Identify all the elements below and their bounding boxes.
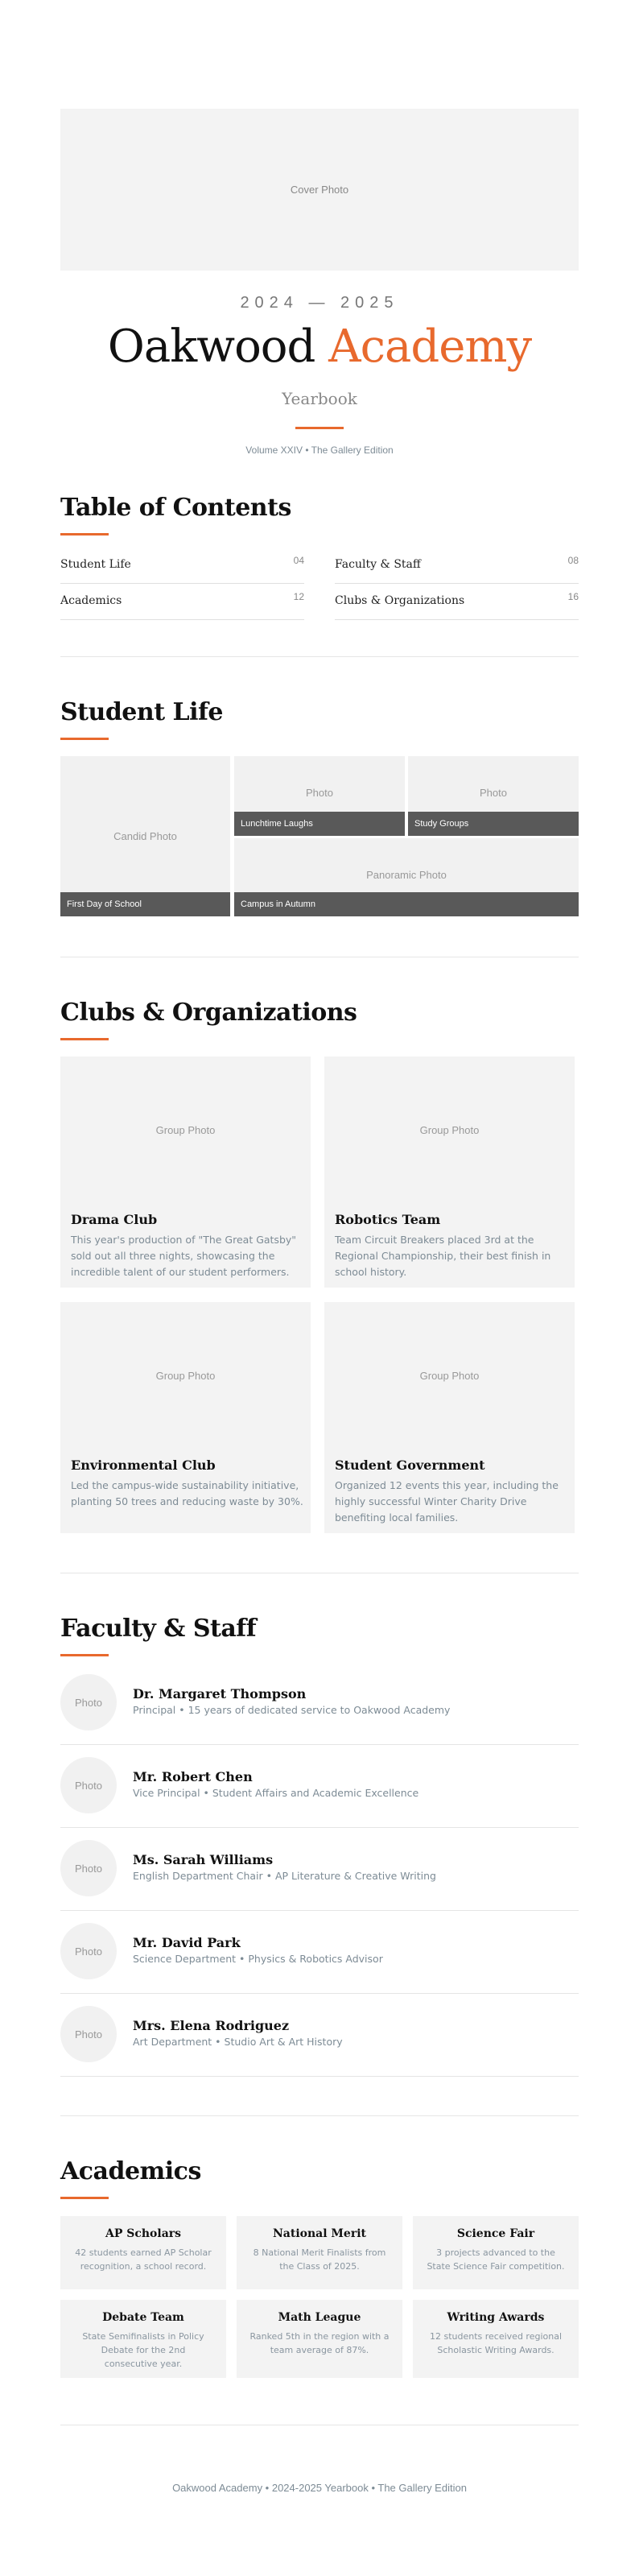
award-name: Math League [278, 2311, 361, 2324]
club-description: Organized 12 events this year, including the highly successful Winter Charity Drive benefiting local families. [335, 1479, 559, 1524]
club-photo: Group Photo [419, 1124, 480, 1136]
staff-name: Dr. Margaret Thompson [133, 1686, 307, 1701]
toc-item-label: Student Life [60, 558, 131, 571]
photo-placeholder: Photo [306, 787, 333, 799]
avatar: Photo [60, 1757, 117, 1813]
cover-photo-label: Cover Photo [290, 184, 349, 196]
staff-member[interactable] [60, 1994, 579, 2077]
photo-tile[interactable] [60, 756, 230, 916]
page-title [60, 320, 579, 373]
award-name: National Merit [273, 2227, 366, 2240]
page-subtitle: Yearbook [282, 389, 357, 408]
student-life-title: Student Life [60, 698, 223, 726]
staff-member[interactable] [60, 1828, 579, 1911]
club-card[interactable] [324, 1302, 575, 1533]
accent-rule [60, 1654, 109, 1656]
award-card [237, 2216, 402, 2289]
section-divider [60, 2115, 579, 2116]
award-description: 42 students earned AP Scholar recognition, a school record. [75, 2247, 212, 2272]
avatar: Photo [60, 1674, 117, 1730]
club-description: Led the campus-wide sustainability initiative, planting 50 trees and reducing waste by 30%. [71, 1479, 303, 1507]
avatar: Photo [60, 1923, 117, 1979]
toc-item[interactable] [60, 585, 304, 620]
avatar: Photo [60, 2006, 117, 2062]
club-description: This year's production of "The Great Gatsby" sold out all three nights, showcasing the incredible talent of our student performers. [71, 1234, 297, 1278]
academics-title: Academics [60, 2157, 201, 2185]
photo-tile[interactable] [408, 756, 579, 836]
toc-item-label: Academics [60, 594, 122, 607]
club-name: Robotics Team [335, 1212, 441, 1227]
award-card [413, 2300, 579, 2378]
title-main: Oakwood [107, 320, 315, 373]
staff-name: Ms. Sarah Williams [133, 1852, 274, 1867]
toc-title: Table of Contents [60, 494, 291, 522]
toc-item[interactable] [60, 548, 304, 584]
toc-item-page: 04 [293, 555, 304, 566]
award-name: AP Scholars [105, 2227, 182, 2240]
photo-caption: Campus in Autumn [234, 892, 579, 916]
photo-tile[interactable] [234, 756, 405, 836]
club-photo: Group Photo [419, 1370, 480, 1382]
photo-tile[interactable] [234, 838, 579, 916]
staff-name: Mr. David Park [133, 1935, 241, 1950]
toc-item-page: 16 [567, 591, 579, 602]
staff-role: Principal • 15 years of dedicated service to Oakwood Academy [133, 1704, 451, 1716]
award-description: 3 projects advanced to the State Science Fair competition. [427, 2247, 565, 2272]
club-photo: Group Photo [155, 1124, 216, 1136]
avatar: Photo [60, 1840, 117, 1896]
staff-member[interactable] [60, 1745, 579, 1828]
staff-role: English Department Chair • AP Literature & Creative Writing [133, 1870, 436, 1882]
toc-item-label: Faculty & Staff [335, 558, 421, 571]
staff-member[interactable] [60, 1911, 579, 1994]
award-description: 12 students received regional Scholastic Writing Awards. [429, 2331, 563, 2355]
club-name: Student Government [335, 1458, 485, 1473]
school-years: 2024 — 2025 [240, 294, 399, 312]
award-name: Writing Awards [447, 2311, 545, 2324]
award-description: State Semifinalists in Policy Debate for the 2nd consecutive year. [82, 2331, 204, 2369]
photo-caption: First Day of School [60, 892, 230, 916]
award-name: Science Fair [456, 2227, 535, 2240]
toc-item-page: 12 [293, 591, 304, 602]
award-name: Debate Team [102, 2311, 184, 2324]
section-divider [60, 656, 579, 657]
photo-placeholder: Candid Photo [113, 830, 177, 842]
toc-item-label: Clubs & Organizations [335, 594, 465, 607]
toc-item[interactable] [335, 548, 579, 584]
club-card[interactable] [324, 1056, 575, 1288]
toc-item[interactable] [335, 585, 579, 620]
award-card [413, 2216, 579, 2289]
staff-role: Art Department • Studio Art & Art History [133, 2036, 343, 2048]
photo-placeholder: Panoramic Photo [366, 869, 447, 881]
club-card[interactable] [60, 1302, 311, 1533]
accent-rule [60, 533, 109, 535]
staff-role: Science Department • Physics & Robotics Advisor [133, 1953, 383, 1965]
staff-member[interactable] [60, 1662, 579, 1745]
club-card[interactable] [60, 1056, 311, 1288]
award-card [60, 2300, 226, 2378]
accent-rule [60, 738, 109, 740]
photo-placeholder: Photo [480, 787, 507, 799]
photo-caption: Lunchtime Laughs [234, 812, 405, 836]
volume-line: Volume XXIV • The Gallery Edition [245, 444, 394, 456]
award-description: 8 National Merit Finalists from the Class of 2025. [253, 2247, 386, 2272]
clubs-title: Clubs & Organizations [60, 999, 357, 1027]
toc-item-page: 08 [567, 555, 579, 566]
award-description: Ranked 5th in the region with a team average of 87%. [249, 2331, 390, 2355]
faculty-title: Faculty & Staff [60, 1615, 257, 1643]
club-photo: Group Photo [155, 1370, 216, 1382]
award-card [237, 2300, 402, 2378]
staff-name: Mrs. Elena Rodriguez [133, 2018, 290, 2033]
club-name: Environmental Club [71, 1458, 216, 1473]
cover-photo [60, 109, 579, 271]
staff-role: Vice Principal • Student Affairs and Academic Excellence [133, 1787, 419, 1799]
award-card [60, 2216, 226, 2289]
photo-caption: Study Groups [408, 812, 579, 836]
accent-rule [60, 1038, 109, 1040]
club-name: Drama Club [71, 1212, 158, 1227]
title-accent: Academy [328, 320, 532, 373]
accent-rule [295, 427, 344, 429]
staff-name: Mr. Robert Chen [133, 1769, 253, 1784]
club-description: Team Circuit Breakers placed 3rd at the Regional Championship, their best finish in school history. [335, 1234, 551, 1278]
accent-rule [60, 2197, 109, 2199]
footer-text: Oakwood Academy • 2024-2025 Yearbook • The Gallery Edition [172, 2482, 467, 2494]
